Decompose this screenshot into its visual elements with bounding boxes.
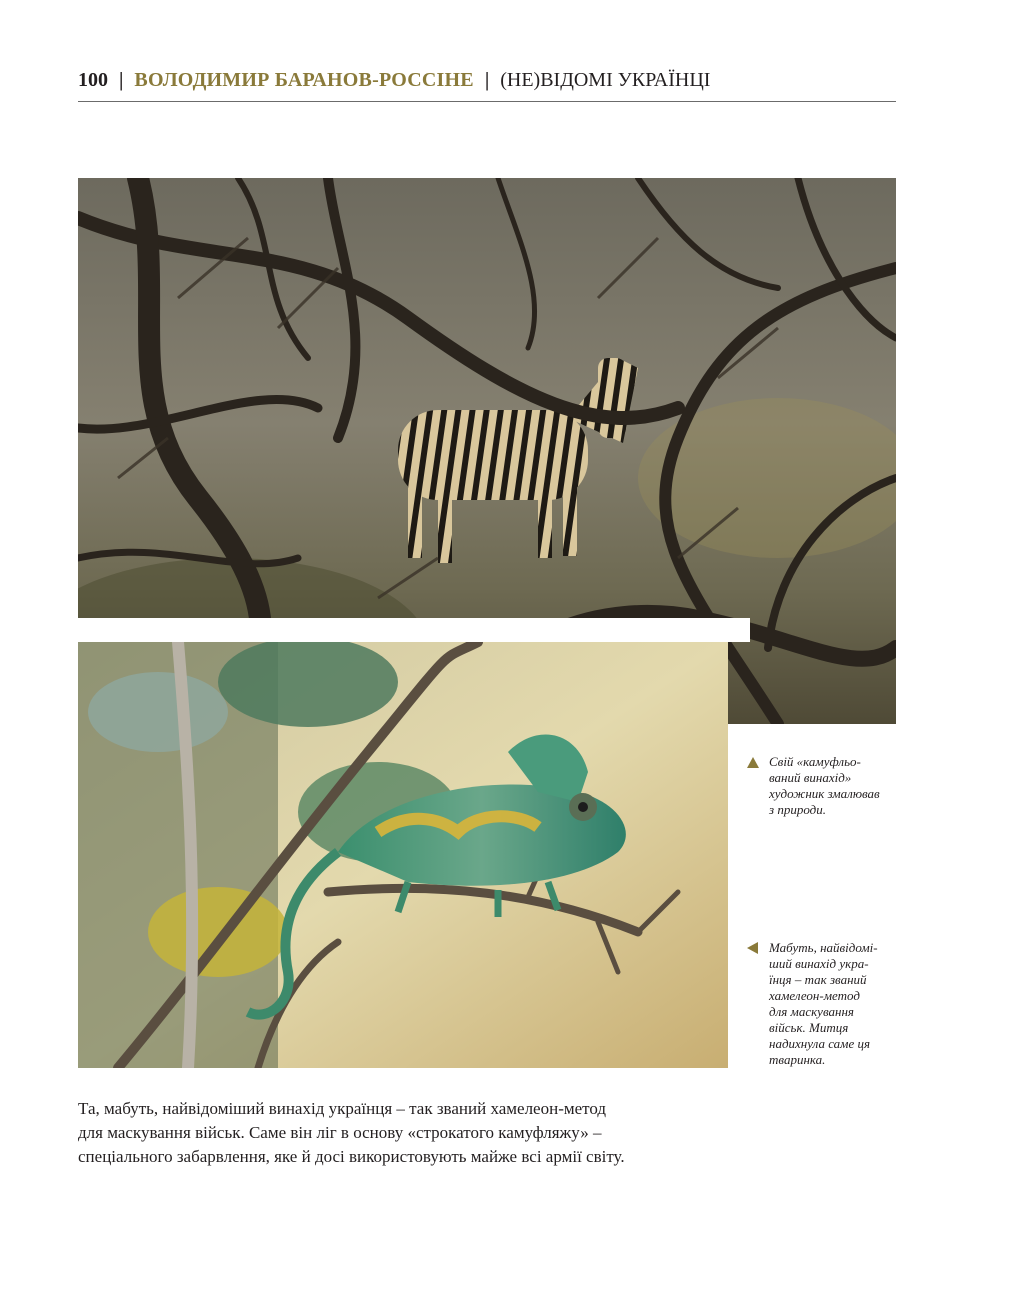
caption-line: Свій «камуфльо- bbox=[769, 754, 861, 769]
body-line: спеціального забарвлення, яке й досі використовують майже всі армії світу. bbox=[78, 1147, 625, 1166]
caption-line: їнця – так званий bbox=[769, 972, 867, 987]
running-header bbox=[78, 66, 896, 100]
chameleon-photo-art bbox=[78, 642, 728, 1068]
caption-line: з природи. bbox=[769, 802, 826, 817]
caption-line: Мабуть, найвідомі- bbox=[769, 940, 878, 955]
caption-line: художник змалював bbox=[769, 786, 880, 801]
caption-line: хамелеон-метод bbox=[769, 988, 860, 1003]
page-number: 100 bbox=[78, 69, 108, 91]
triangle-left-icon bbox=[747, 942, 758, 954]
caption-chameleon-text bbox=[769, 940, 907, 1068]
caption-line: ший винахід укра- bbox=[769, 956, 869, 971]
body-paragraph bbox=[78, 1097, 718, 1169]
header-separator-2: | bbox=[484, 69, 490, 91]
header-series: (НЕ)ВІДОМІ УКРАЇНЦІ bbox=[500, 69, 711, 91]
header-rule bbox=[78, 101, 896, 102]
photo-gap bbox=[78, 618, 750, 642]
header-author: ВОЛОДИМИР БАРАНОВ-РОССІНЕ bbox=[134, 69, 474, 91]
body-line: для маскування військ. Саме він ліг в основу «строкатого камуфляжу» – bbox=[78, 1123, 602, 1142]
body-line: Та, мабуть, найвідоміший винахід українця – так званий хамелеон-метод bbox=[78, 1099, 607, 1118]
caption-line: тваринка. bbox=[769, 1052, 826, 1067]
header-separator: | bbox=[119, 69, 124, 91]
caption-zebra-text bbox=[769, 754, 907, 818]
caption-line: надихнула саме ця bbox=[769, 1036, 871, 1051]
chameleon-photo bbox=[78, 642, 728, 1068]
triangle-up-icon bbox=[747, 757, 759, 768]
caption-line: військ. Митця bbox=[769, 1020, 849, 1035]
caption-line: для маскування bbox=[769, 1004, 854, 1019]
caption-line: ваний винахід» bbox=[769, 770, 852, 785]
caption-chameleon bbox=[747, 940, 907, 1068]
caption-zebra bbox=[747, 754, 907, 818]
